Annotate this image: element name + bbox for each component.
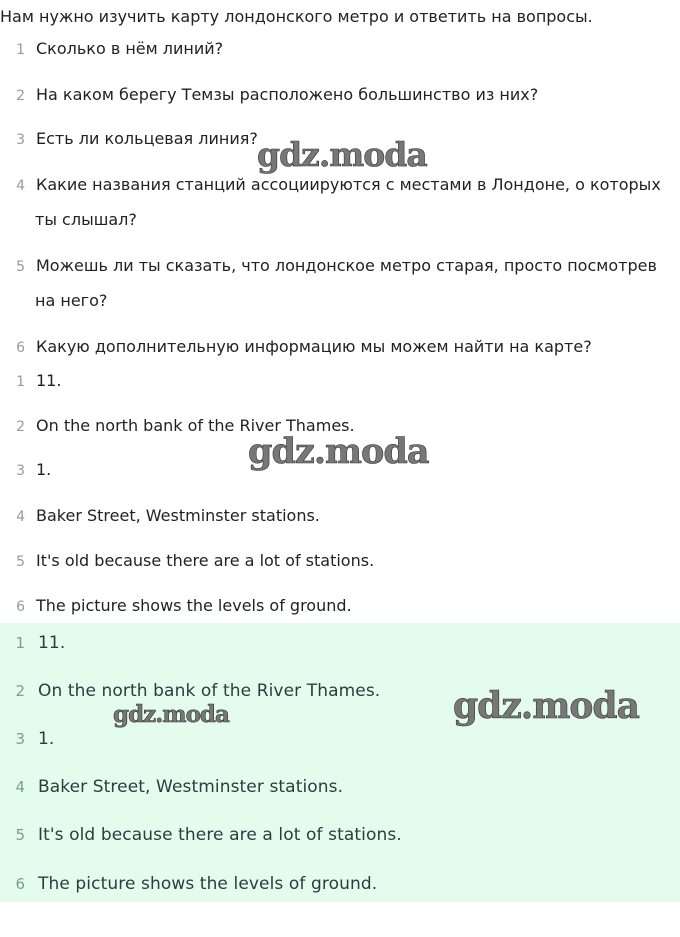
item-number: 1 [16, 42, 25, 58]
answer-text: On the north bank of the River Thames. [38, 681, 381, 701]
answer-item [0, 460, 51, 479]
question-text: На каком берегу Темзы расположено большинство из них? [36, 85, 539, 104]
answer-text: 11. [38, 633, 66, 653]
answer-item [0, 371, 61, 390]
answer-item [0, 874, 377, 894]
item-number: 5 [16, 554, 25, 570]
item-number: 4 [16, 178, 25, 194]
answer-text: It's old because there are a lot of stations. [38, 825, 402, 845]
item-number: 2 [15, 682, 25, 700]
item-number: 5 [16, 259, 25, 275]
answer-text: 11. [36, 371, 62, 390]
answer-text: The picture shows the levels of ground. [38, 874, 378, 894]
watermark: gdz.moda [113, 701, 229, 728]
answer-text: The picture shows the levels of ground. [36, 596, 352, 615]
question-continuation: ты слышал? [35, 210, 137, 229]
answer-item [0, 681, 380, 701]
intro-text: Нам нужно изучить карту лондонского метро и ответить на вопросы. [0, 7, 593, 26]
item-number: 6 [16, 599, 25, 615]
item-number: 2 [16, 419, 25, 435]
item-number: 3 [16, 463, 25, 479]
watermark: gdz.moda [248, 431, 429, 472]
answer-text: Baker Street, Westminster stations. [36, 506, 320, 525]
question-item [0, 85, 538, 104]
item-number: 3 [15, 730, 25, 748]
watermark: gdz.moda [453, 685, 639, 727]
answer-item [0, 825, 402, 845]
question-text: Есть ли кольцевая линия? [36, 129, 258, 148]
highlighted-answers-box [0, 623, 680, 902]
question-item [0, 175, 661, 194]
answer-item [0, 596, 352, 615]
question-text: Какие названия станций ассоциируются с местами в Лондоне, о которых [36, 175, 661, 194]
item-number: 6 [15, 875, 25, 893]
answer-text: Baker Street, Westminster stations. [38, 777, 344, 797]
question-text: Можешь ли ты сказать, что лондонское метро старая, просто посмотрев [36, 256, 657, 275]
item-number: 3 [16, 132, 25, 148]
item-number: 6 [16, 340, 25, 356]
answer-item [0, 551, 374, 570]
answer-text: It's old because there are a lot of stations. [36, 551, 375, 570]
answer-text: On the north bank of the River Thames. [36, 416, 355, 435]
question-item [0, 129, 258, 148]
question-text: Сколько в нём линий? [36, 39, 224, 58]
watermark: gdz.moda [257, 135, 427, 174]
item-number: 1 [16, 374, 25, 390]
item-number: 1 [15, 634, 25, 652]
question-item [0, 337, 592, 356]
answer-text: 1. [38, 729, 55, 749]
question-item [0, 39, 223, 58]
item-number: 4 [16, 509, 25, 525]
answer-item [0, 506, 320, 525]
answer-item [0, 633, 65, 653]
item-number: 4 [15, 778, 25, 796]
answer-item [0, 777, 343, 797]
item-number: 2 [16, 88, 25, 104]
question-text: Какую дополнительную информацию мы можем найти на карте? [36, 337, 592, 356]
answer-text: 1. [36, 460, 52, 479]
question-item [0, 256, 657, 275]
question-continuation: на него? [35, 291, 108, 310]
item-number: 5 [15, 826, 25, 844]
answer-item [0, 729, 54, 749]
